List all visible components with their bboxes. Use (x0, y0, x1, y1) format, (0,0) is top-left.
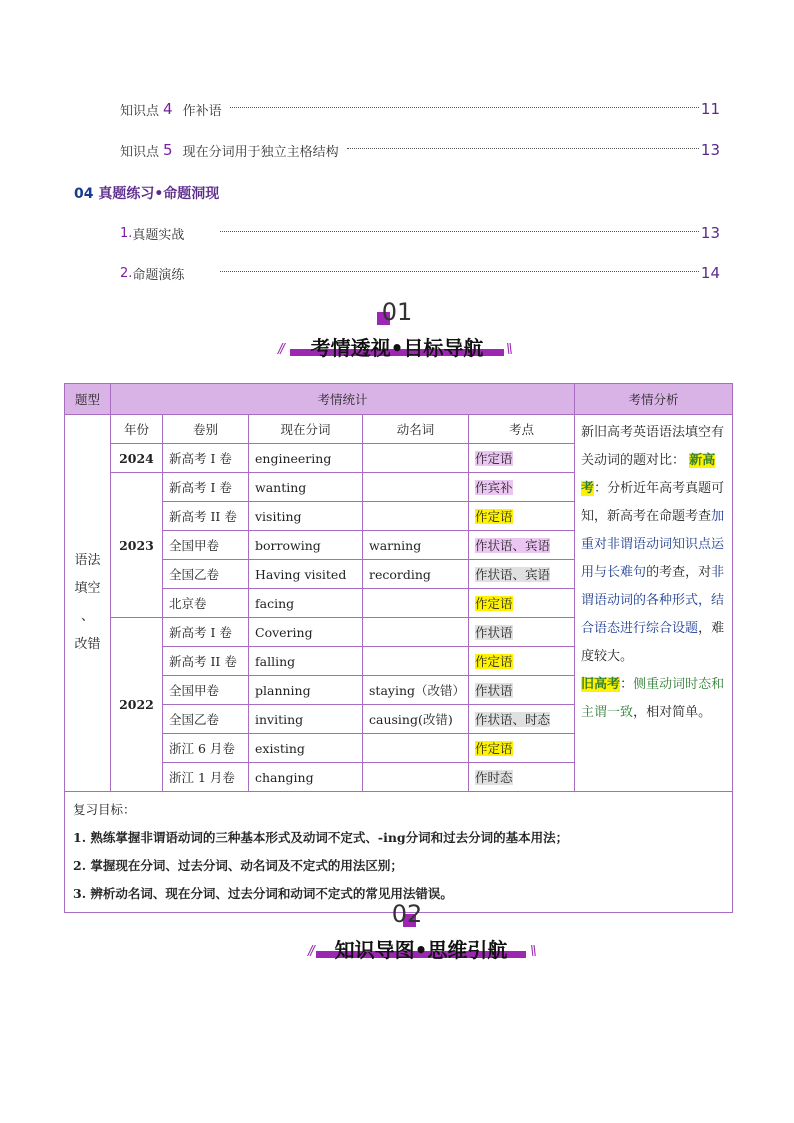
analysis-cell: 新旧高考英语语法填空有关动词的题对比： 新高考：分析近年高考真题可知，新高考在命题考查加重对非谓语动词知识点运用与长难句的考查，对非谓语动词的各种形式，结合语态进行综合设题，难度较大。 旧高考：侧重动词时态和主谓一致，相对简单。 (575, 415, 733, 792)
section-number: 04 (74, 186, 94, 202)
goal-item: 1. 熟练掌握非谓语动词的三种基本形式及动词不定式、-ing分词和过去分词的基本用法； (73, 830, 569, 845)
toc-page: 13 (700, 224, 720, 242)
banner-slash-right: \\ (530, 944, 535, 959)
toc-section-04[interactable] (74, 183, 219, 203)
new-exam-label: 新高考 (581, 453, 716, 496)
toc-page: 13 (700, 141, 720, 159)
toc-page: 14 (700, 264, 720, 282)
toc-leader (230, 107, 699, 108)
subheader-present: 现在分词 (249, 415, 363, 444)
table-row: 2022 新高考 I 卷 Covering 作状语 (65, 618, 733, 647)
review-goals (65, 792, 733, 913)
banner-number: 02 (391, 900, 423, 928)
subheader-year: 年份 (111, 415, 163, 444)
header-stats: 考情统计 (111, 384, 575, 415)
exam-analysis-table (64, 383, 733, 913)
table-row: 新高考 II 卷 visiting 作定语 (65, 502, 733, 531)
toc-sub-number: 1. (120, 225, 133, 241)
table-row: 2024 新高考 I 卷 engineering 作定语 (65, 444, 733, 473)
toc-leader (347, 148, 699, 149)
goals-row (65, 792, 733, 913)
toc-sub-title: 真题实战 (132, 227, 185, 243)
table-row: 新高考 II 卷 falling 作定语 (65, 647, 733, 676)
table-row: 浙江 1 月卷 changing 作时态 (65, 763, 733, 792)
old-exam-label: 旧高考 (581, 677, 621, 692)
section-banner-02 (0, 900, 794, 966)
toc-title: 作补语 (182, 103, 222, 119)
table-row: 全国甲卷 borrowing warning 作状语、宾语 (65, 531, 733, 560)
toc-item-4[interactable] (120, 99, 720, 119)
toc-prefix: 知识点 (120, 103, 160, 119)
section-title: 真题练习•命题洞现 (98, 186, 220, 202)
subheader-point: 考点 (469, 415, 575, 444)
banner-number: 01 (381, 298, 413, 326)
goal-item: 3. 辨析动名词、现在分词、过去分词和动词不定式的常见用法错误。 (73, 886, 453, 901)
toc-sub-title: 命题演练 (132, 267, 185, 283)
table-row: 全国乙卷 Having visited recording 作状语、宾语 (65, 560, 733, 589)
header-analysis: 考情分析 (575, 384, 733, 415)
toc-number: 4 (163, 100, 173, 118)
subheader-gerund: 动名词 (363, 415, 469, 444)
toc-sub-number: 2. (120, 265, 133, 281)
toc-prefix: 知识点 (120, 144, 160, 160)
table-row: 全国乙卷 inviting causing(改错) 作状语、时态 (65, 705, 733, 734)
goal-item: 2. 掌握现在分词、过去分词、动名词及不定式的用法区别； (73, 858, 403, 873)
toc-leader (220, 271, 698, 272)
table-row: 全国甲卷 planning staying（改错） 作状语 (65, 676, 733, 705)
banner-slash-left: // (308, 944, 313, 959)
section-banner-01 (0, 298, 794, 364)
toc-leader (220, 231, 698, 232)
toc-sub-item-1[interactable] (120, 223, 720, 243)
table-header-row (65, 384, 733, 415)
banner-slash-right: \\ (506, 342, 511, 357)
table-row: 浙江 6 月卷 existing 作定语 (65, 734, 733, 763)
table-row: 2023 新高考 I 卷 wanting 作宾补 (65, 473, 733, 502)
goals-title: 复习目标： (73, 802, 136, 817)
toc-title: 现在分词用于独立主格结构 (182, 144, 339, 160)
banner-title: 考情透视•目标导航 (310, 336, 484, 360)
banner-slash-left: // (278, 342, 283, 357)
toc-number: 5 (163, 141, 173, 159)
table-row: 北京卷 facing 作定语 (65, 589, 733, 618)
type-cell: 语法 填空 、 改错 (65, 415, 111, 792)
table-subheader-row (65, 415, 733, 444)
toc-sub-item-2[interactable] (120, 263, 720, 283)
subheader-paper: 卷别 (163, 415, 249, 444)
toc-item-5[interactable] (120, 140, 720, 160)
toc-page: 11 (700, 100, 720, 118)
header-type: 题型 (65, 384, 111, 415)
banner-title: 知识导图•思维引航 (334, 938, 508, 962)
